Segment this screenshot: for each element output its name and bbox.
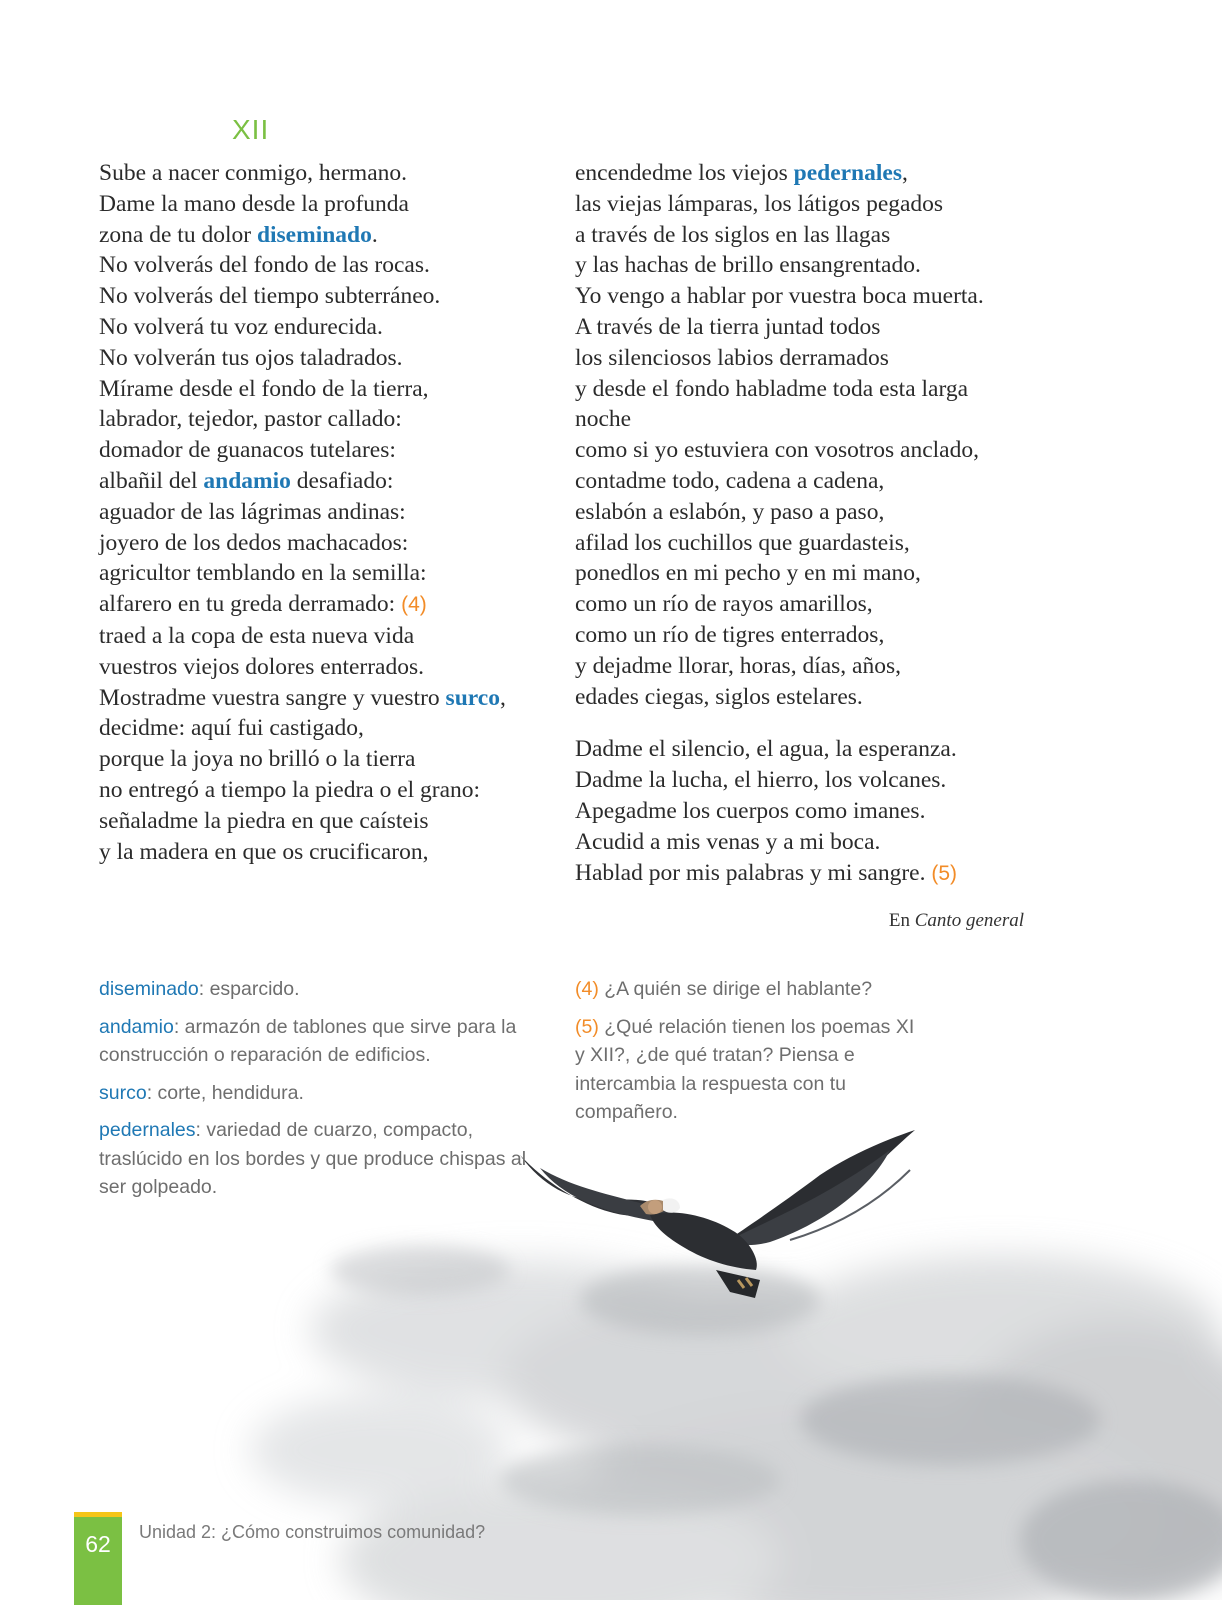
unit-title: Unidad 2: ¿Cómo construimos comunidad? (139, 1522, 486, 1542)
question-number: (5) (575, 1015, 599, 1038)
verse-text: alfarero en tu greda derramado: (99, 591, 402, 618)
poem-right-column (575, 158, 1045, 889)
verse-text: como un río de tigres enterrados, (575, 621, 885, 648)
glossary-term: surco (99, 1081, 147, 1104)
source-prefix: En (888, 910, 915, 931)
poem-verse (99, 806, 549, 837)
poem-verse (575, 189, 1045, 220)
verse-text: decidme: aquí fui castigado, (99, 715, 364, 742)
verse-text: Dadme el silencio, el agua, la esperanza. (575, 736, 957, 763)
verse-text: traed a la copa de esta nueva vida (99, 622, 415, 649)
poem-verse (575, 374, 1045, 405)
glossary-term: pedernales (99, 1119, 196, 1141)
poem-verse (99, 744, 549, 775)
poem-verse (575, 620, 1045, 651)
verse-text: , (901, 160, 908, 186)
poem-verse (99, 312, 549, 343)
verse-text: zona de tu dolor (99, 221, 257, 248)
poem-source (889, 910, 1024, 932)
verse-text: no entregó a tiempo la piedra o el grano: (99, 776, 481, 803)
glossary (99, 975, 539, 1211)
verse-text: desafiado: (290, 467, 394, 494)
poem-left-column (99, 158, 549, 867)
poem-verse (99, 497, 549, 528)
verse-text: Yo vengo a hablar por vuestra boca muerta. (575, 283, 984, 310)
poem-verse (99, 158, 549, 189)
poem-verse (99, 775, 549, 806)
verse-text: señaladme la piedra en que caísteis (99, 807, 429, 834)
condor-icon (520, 1120, 930, 1320)
glossary-definition: : esparcido. (198, 978, 300, 1000)
glossary-entry (99, 975, 539, 1004)
poem-stanza (575, 158, 1045, 712)
verse-text: y la madera en que os crucificaron, (99, 838, 429, 865)
glossary-keyword: pedernales (793, 160, 902, 186)
question-item (575, 975, 925, 1004)
poem-verse (575, 796, 1045, 827)
poem-verse (99, 466, 549, 497)
verse-text: labrador, tejedor, pastor callado: (99, 406, 402, 433)
poem-verse (575, 281, 1045, 312)
poem-verse (99, 589, 549, 621)
poem-verse (575, 528, 1045, 559)
glossary-term: diseminado (99, 978, 199, 1000)
verse-text: las viejas lámparas, los látigos pegados (575, 190, 944, 217)
poem-verse (575, 404, 1045, 435)
poem-verse (575, 827, 1045, 858)
poem-verse (99, 652, 549, 683)
verse-text: Apegadme los cuerpos como imanes. (575, 797, 926, 824)
verse-text: como si yo estuviera con vosotros anclado, (575, 437, 979, 464)
verse-text: agricultor temblando en la semilla: (99, 560, 427, 587)
verse-text: encendedme los viejos (575, 160, 794, 186)
poem-verse (575, 734, 1045, 765)
poem-verse (99, 683, 549, 714)
verse-text: No volverán tus ojos taladrados. (99, 344, 403, 371)
poem-verse (575, 466, 1045, 497)
poem-verse (575, 651, 1045, 682)
poem-verse (99, 220, 549, 251)
verse-text: joyero de los dedos machacados: (99, 529, 409, 556)
glossary-entry (99, 1079, 539, 1108)
poem-stanza (99, 158, 549, 867)
poem-verse (575, 558, 1045, 589)
verse-text: aguador de las lágrimas andinas: (99, 498, 406, 525)
verse-text: a través de los siglos en las llagas (575, 221, 891, 248)
poem-verse (575, 312, 1045, 343)
poem-verse (99, 374, 549, 405)
verse-text: los silenciosos labios derramados (575, 344, 889, 371)
poem-verse (575, 497, 1045, 528)
verse-text: domador de guanacos tutelares: (99, 437, 396, 464)
poem-verse (99, 621, 549, 652)
verse-text: contadme todo, cadena a cadena, (575, 467, 885, 494)
verse-text: y desde el fondo habladme toda esta larga (575, 375, 969, 402)
question-text: ¿Qué relación tienen los poemas XI y XII?, ¿de qué tratan? Piensa e intercambia la respuesta con tu compañero. (575, 1015, 915, 1123)
poem-section-number: XII (232, 114, 270, 145)
verse-text: como un río de rayos amarillos, (575, 591, 873, 618)
poem-verse (99, 528, 549, 559)
verse-text: Dadme la lucha, el hierro, los volcanes. (575, 767, 947, 794)
poem-verse (575, 343, 1045, 374)
poem-verse (575, 250, 1045, 281)
glossary-definition: : variedad de cuarzo, compacto, traslúcido en los bordes y que produce chispas al ser golpeado. (99, 1119, 527, 1198)
glossary-entry (99, 1013, 539, 1070)
glossary-definition: : armazón de tablones que sirve para la construcción o reparación de edificios. (99, 1015, 517, 1066)
glossary-definition: : corte, hendidura. (146, 1081, 304, 1104)
glossary-keyword: diseminado (256, 221, 372, 248)
verse-text: albañil del (99, 467, 204, 494)
source-title: Canto general (914, 910, 1024, 931)
verse-text: Sube a nacer conmigo, hermano. (99, 160, 408, 186)
verse-text: Hablad por mis palabras y mi sangre. (575, 859, 932, 886)
question-number: (4) (575, 978, 599, 1000)
glossary-keyword: andamio (203, 467, 291, 494)
poem-verse (575, 589, 1045, 620)
poem-stanza (575, 734, 1045, 889)
poem-verse (99, 435, 549, 466)
page-number-tab (74, 1512, 122, 1605)
verse-text: vuestros viejos dolores enterrados. (99, 653, 425, 680)
verse-text: A través de la tierra juntad todos (575, 313, 881, 340)
verse-text: , (499, 684, 506, 711)
poem-verse (99, 837, 549, 868)
poem-verse (99, 558, 549, 589)
verse-text: Mírame desde el fondo de la tierra, (99, 375, 429, 402)
verse-text: edades ciegas, siglos estelares. (575, 683, 863, 710)
verse-text: noche (575, 406, 632, 433)
poem-verse (99, 281, 549, 312)
glossary-term: andamio (99, 1015, 174, 1038)
poem-verse (575, 858, 1045, 890)
poem-verse (99, 189, 549, 220)
verse-text: Acudid a mis venas y a mi boca. (575, 828, 881, 855)
reading-questions (575, 975, 925, 1136)
verse-text: Dame la mano desde la profunda (99, 190, 409, 217)
verse-text: No volverá tu voz endurecida. (99, 313, 383, 340)
glossary-keyword: surco (445, 684, 500, 711)
verse-text: eslabón a eslabón, y paso a paso, (575, 498, 885, 525)
verse-text: afilad los cuchillos que guardasteis, (575, 529, 910, 556)
poem-verse (575, 435, 1045, 466)
verse-text: y las hachas de brillo ensangrentado. (575, 252, 921, 279)
page-number: 62 (85, 1531, 111, 1557)
verse-text: . (371, 221, 378, 248)
poem-verse (575, 158, 1045, 189)
question-text: ¿A quién se dirige el hablante? (598, 978, 873, 1000)
verse-text: porque la joya no brilló o la tierra (99, 746, 416, 773)
poem-verse (99, 343, 549, 374)
glossary-entry (99, 1116, 539, 1202)
verse-text: Mostradme vuestra sangre y vuestro (99, 684, 446, 711)
verse-text: y dejadme llorar, horas, días, años, (575, 652, 902, 679)
verse-text: ponedlos en mi pecho y en mi mano, (575, 560, 921, 587)
verse-text: No volverás del fondo de las rocas. (99, 252, 430, 279)
verse-text: No volverás del tiempo subterráneo. (99, 283, 441, 310)
poem-verse (575, 765, 1045, 796)
poem-verse (99, 250, 549, 281)
question-reference: (4) (401, 593, 427, 617)
poem-verse (575, 220, 1045, 251)
poem-verse (99, 713, 549, 744)
question-reference: (5) (931, 861, 957, 885)
poem-verse (99, 404, 549, 435)
poem-verse (575, 682, 1045, 713)
question-item (575, 1013, 925, 1127)
